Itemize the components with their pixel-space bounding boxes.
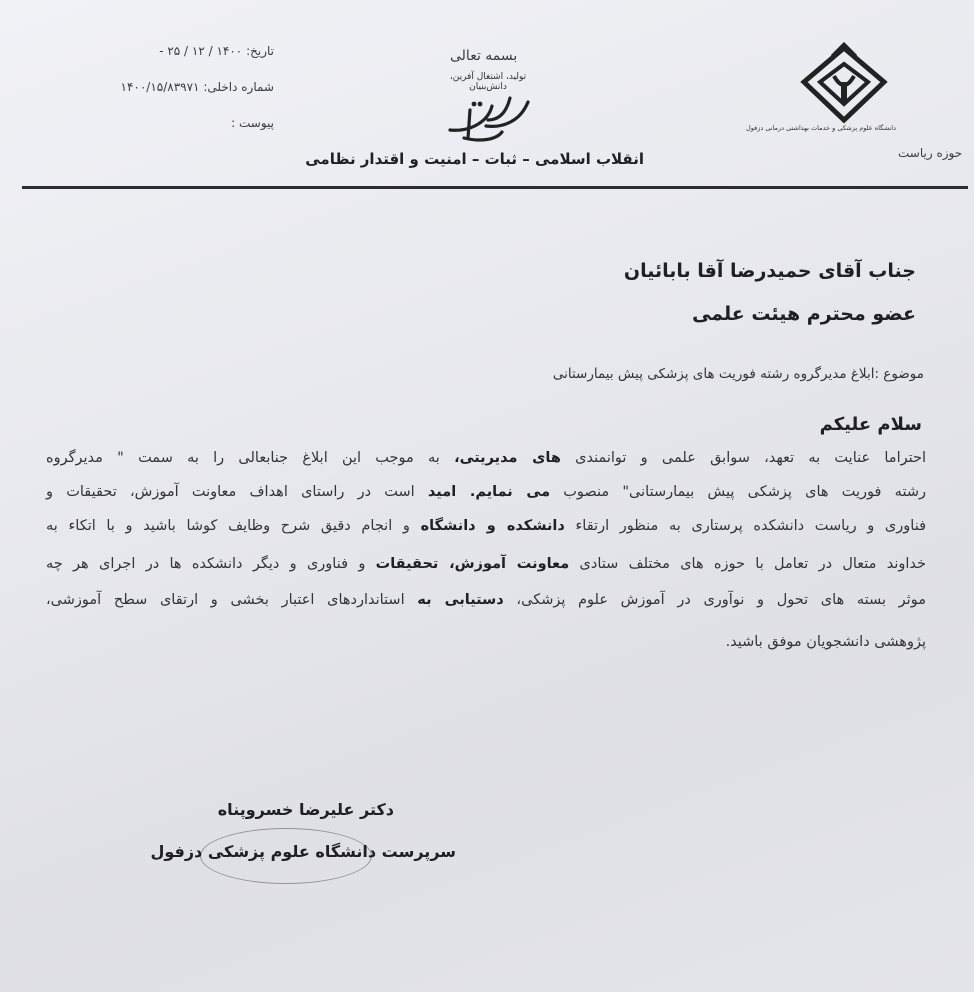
signatory-name: دکتر علیرضا خسروپناه — [217, 800, 394, 819]
attachment-label: پیوست : — [231, 116, 274, 130]
date-row — [159, 44, 274, 58]
signatory-title: سرپرست دانشگاه علوم پزشکی دزفول — [150, 842, 456, 861]
number-value: ۱۴۰۰/۱۵/۸۳۹۷۱ — [120, 80, 200, 94]
university-emblem — [746, 42, 896, 138]
number-row — [121, 80, 274, 94]
header-divider — [22, 186, 968, 189]
addressee-name: جناب آقای حمیدرضا آقا بابائیان — [623, 260, 916, 282]
calligraphy-icon — [440, 92, 536, 144]
slogan: انقلاب اسلامی – ثبات – امنیت و اقتدار نظامی — [305, 150, 644, 168]
body-line-6: پژوهشی دانشجویان موفق باشید. — [725, 634, 926, 650]
slogan-logo — [440, 72, 536, 142]
body-line-3: فناوری و ریاست دانشکده پرستاری به منظور ارتقاء دانشکده و دانشگاه و انجام دقیق شرح وظایف کوشا باشید و با اتکاء به — [46, 518, 927, 534]
date-label: تاریخ: — [246, 44, 274, 58]
addressee-title: عضو محترم هیئت علمی — [692, 303, 916, 325]
body-line-1: احتراما عنایت به تعهد، سوابق علمی و توانمندی های مدیریتی، به موجب این ابلاغ جنابعالی را به سمت " مدیرگروه — [46, 450, 926, 466]
body-line-2: رشته فوریت های پزشکی پیش بیمارستانی" منصوب می نمایم. امید است در راستای اهداف معاونت آموزش، تحقیقات و — [46, 484, 926, 500]
date-value: ۱۴۰۰ / ۱۲ / ۲۵ - — [159, 44, 243, 58]
body-line-5: موثر بسته های تحول و نوآوری در آموزش علوم پزشکی، دستیابی به استانداردهای اعتبار بخشی و ارتقای سطح آموزشی، — [46, 592, 926, 608]
bismillah: بسمه تعالی — [450, 48, 518, 64]
greeting: سلام علیکم — [819, 414, 922, 435]
body-line-4: خداوند متعال در تعامل با حوزه های مختلف ستادی معاونت آموزش، تحقیقات و فناوری و دیگر دانشکده ها در اجرای هر چه — [46, 556, 926, 572]
slogan-logo-caption: تولید، اشتغال آفرین، دانش‌بنیان — [449, 72, 527, 92]
office-label: حوزه ریاست — [898, 146, 963, 160]
number-label: شماره داخلی: — [203, 80, 274, 94]
subject-line: موضوع :ابلاغ مدیرگروه رشته فوریت های پزشکی پیش بیمارستانی — [552, 366, 924, 382]
university-caption: دانشگاه علوم پزشکی و خدمات بهداشتی درمانی دزفول — [746, 124, 896, 132]
